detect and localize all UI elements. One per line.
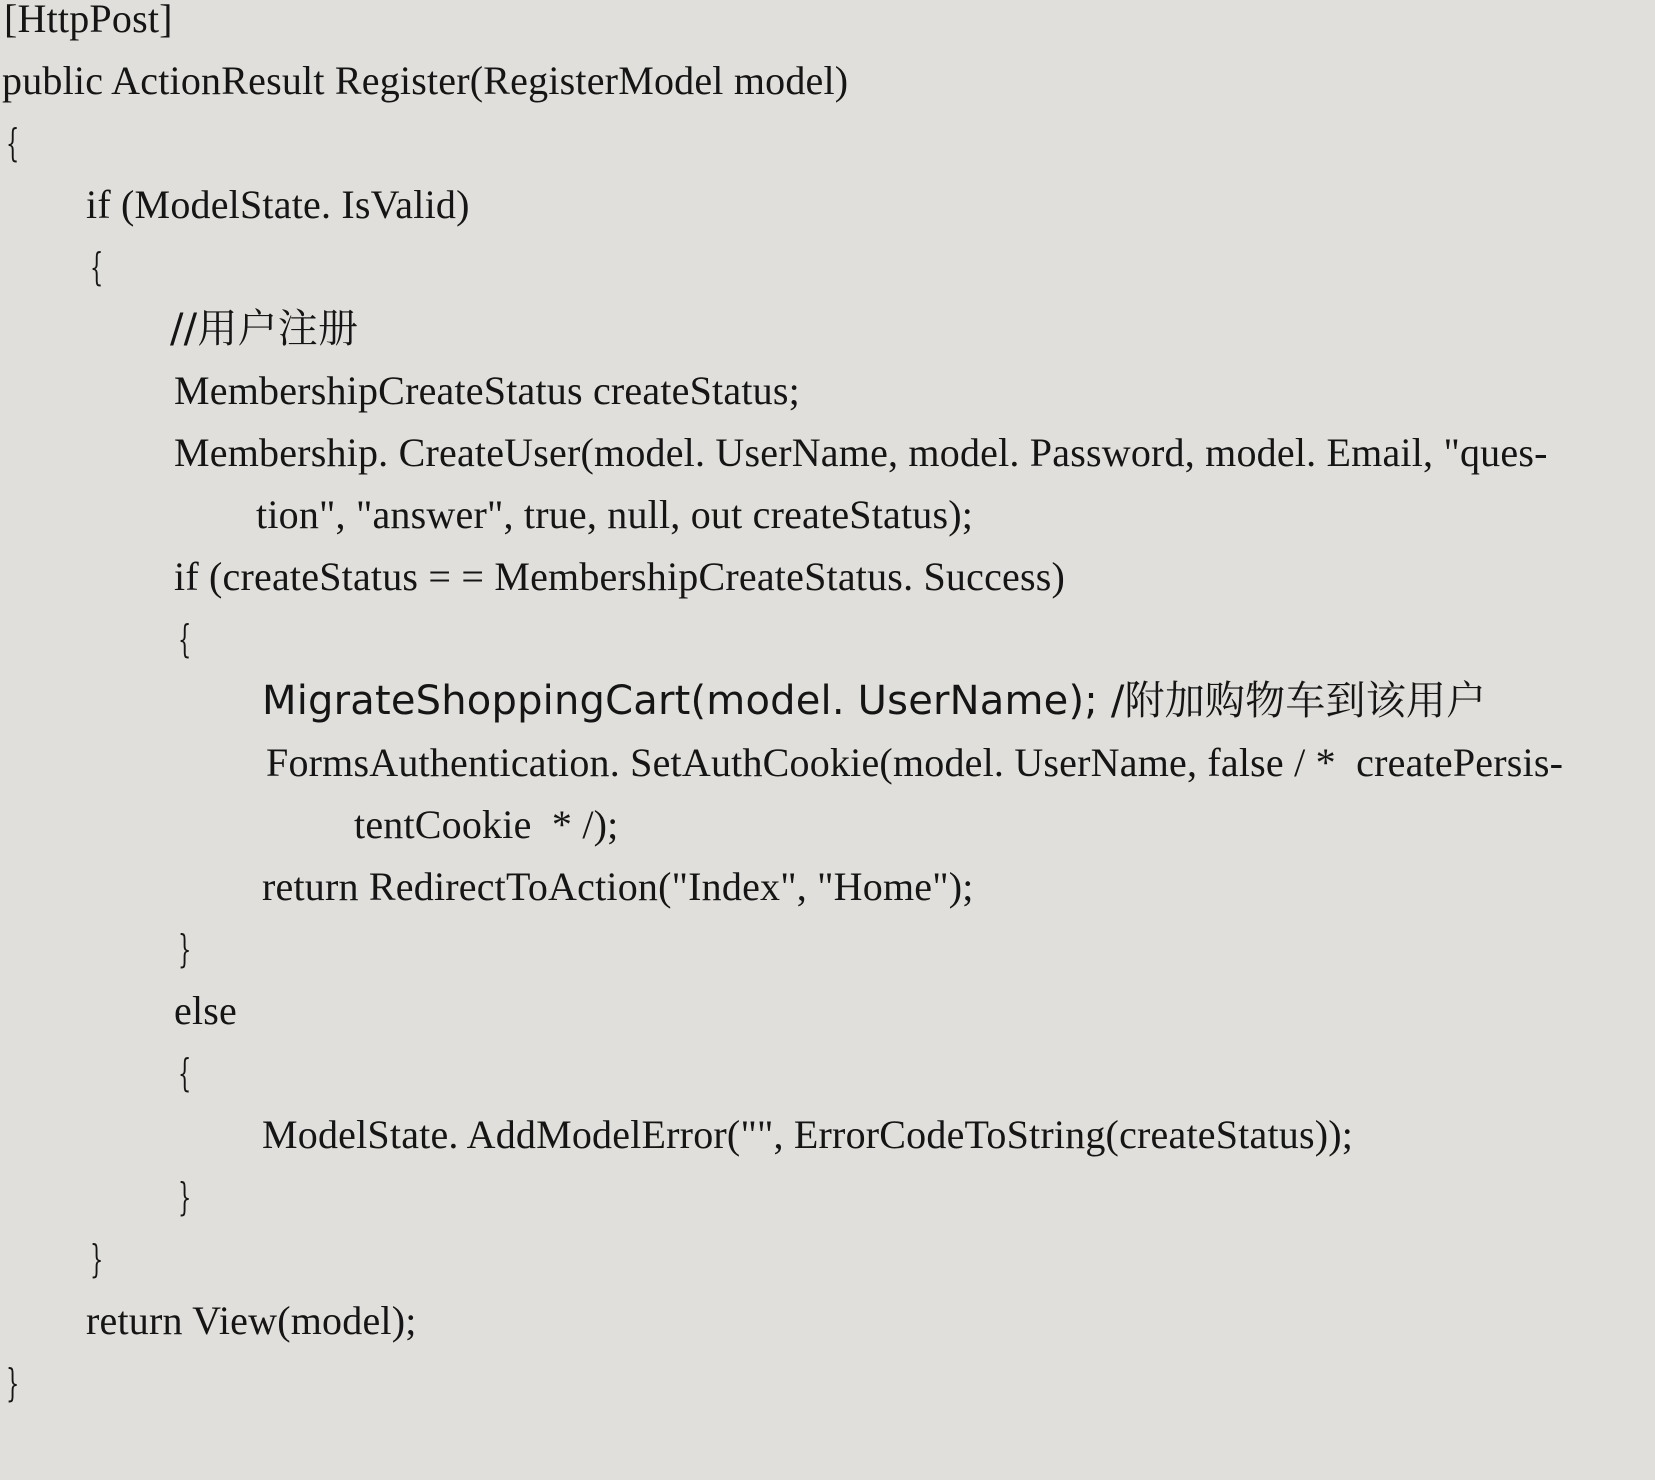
code-line-19: ModelState. AddModelError("", ErrorCodeToString(createStatus)); xyxy=(262,1112,1354,1157)
code-line-11: { xyxy=(178,617,192,661)
code-line-16: } xyxy=(178,927,192,971)
code-line-7: MembershipCreateStatus createStatus; xyxy=(174,368,800,413)
code-line-18: { xyxy=(178,1051,192,1095)
code-line-12: MigrateShoppingCart(model. UserName); /附加购物车到该用户 xyxy=(262,678,1487,724)
code-line-14: tentCookie * /); xyxy=(354,802,619,847)
code-line-2: public ActionResult Register(RegisterModel model) xyxy=(2,58,849,103)
code-line-1: [HttpPost] xyxy=(4,0,173,41)
code-line-10: if (createStatus = = MembershipCreateStatus. Success) xyxy=(174,554,1066,599)
code-line-6: //用户注册 xyxy=(170,306,359,352)
code-line-4: if (ModelState. IsValid) xyxy=(86,182,470,227)
code-line-17: else xyxy=(174,988,237,1033)
code-line-22: return View(model); xyxy=(86,1298,417,1343)
code-line-3: { xyxy=(6,121,20,165)
code-line-23: } xyxy=(6,1361,20,1405)
code-line-21: } xyxy=(90,1237,104,1281)
code-line-13: FormsAuthentication. SetAuthCookie(model. UserName, false / * createPersis- xyxy=(266,740,1564,785)
code-line-5: { xyxy=(90,245,104,289)
code-line-15: return RedirectToAction("Index", "Home"); xyxy=(262,864,974,909)
code-line-20: } xyxy=(178,1175,192,1219)
code-line-9: tion", "answer", true, null, out createStatus); xyxy=(256,492,974,537)
code-line-8: Membership. CreateUser(model. UserName, model. Password, model. Email, "ques- xyxy=(174,430,1548,475)
